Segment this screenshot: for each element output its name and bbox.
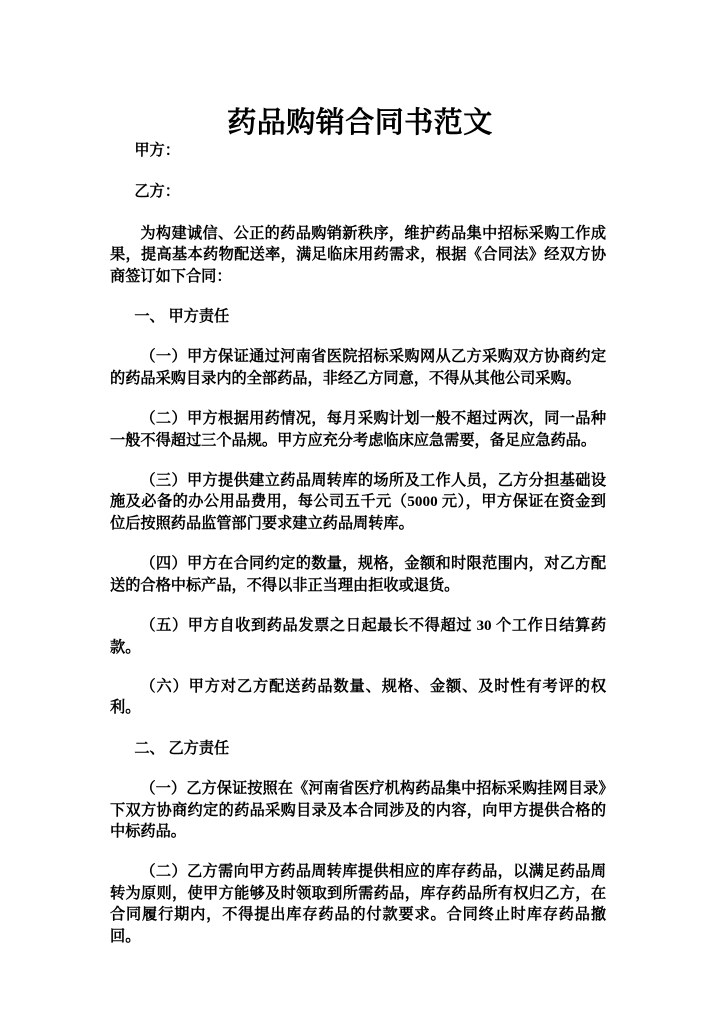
spacer (110, 658, 606, 676)
section-1-item-2: （二）甲方根据用药情况，每月采购计划一般不超过两次，同一品种一般不得超过三个品规。甲方应充分考虑临床应急需要，备足应急药品。 (110, 410, 606, 449)
spacer (110, 389, 606, 408)
party-b-label: 乙方： (134, 183, 180, 201)
spacer (110, 451, 606, 470)
section-1-item-6: （六）甲方对乙方配送药品数量、规格、金额、及时性有考评的权利。 (110, 677, 606, 717)
section-2-item-1: （一）乙方保证按照在《河南省医疗机构药品集中招标采购挂网目录》下双方协商约定的药品采购目录及本合同涉及的内容，向甲方提供合格的中标药品。 (110, 780, 606, 840)
party-a-label: 甲方： (134, 142, 180, 159)
spacer (110, 842, 606, 861)
section-1-item-3: （三）甲方提供建立药品周转库的场所及工作人员，乙方分担基础设施及必备的办公用品费用，每公司五千元（5000 元），甲方保证在资金到位后按照药品监管部门要求建立药品周转库。 (110, 472, 606, 532)
spacer (110, 327, 606, 346)
spacer (110, 287, 606, 306)
spacer (110, 719, 606, 738)
section-heading-1: 一、 甲方责任 (134, 308, 230, 326)
section-1-item-1: （一）甲方保证通过河南省医院招标采购网从乙方采购双方协商约定的药品采购目录内的全部药品，非经乙方同意，不得从其他公司采购。 (110, 348, 606, 387)
section-heading-2: 二、 乙方责任 (134, 739, 230, 757)
section-1-item-5: （五）甲方自收到药品发票之日起最长不得超过 30 个工作日结算药款。 (110, 617, 606, 656)
spacer (110, 596, 606, 615)
document-body (110, 140, 606, 947)
preamble-paragraph: 为构建诚信、公正的药品购销新秩序，维护药品集中招标采购工作成果，提高基本药物配送率，满足临床用药需求，根据《合同法》经双方协商签订如下合同： (110, 224, 606, 285)
section-2-item-2: （二）乙方需向甲方药品周转库提供相应的库存药品，以满足药品周转为原则，使甲方能够及时领取到所需药品，库存药品所有权归乙方，在合同履行期内，不得提出库存药品的付款要求。合同终止时库存药品撤回。 (110, 863, 606, 945)
spacer (110, 161, 606, 181)
spacer (110, 534, 606, 553)
spacer (110, 759, 606, 778)
section-1-item-4: （四）甲方在合同约定的数量，规格，金额和时限范围内，对乙方配送的合格中标产品，不得以非正当理由拒收或退货。 (110, 555, 606, 594)
page-title: 药品购销合同书范文 (227, 107, 493, 139)
spacer (110, 203, 606, 223)
